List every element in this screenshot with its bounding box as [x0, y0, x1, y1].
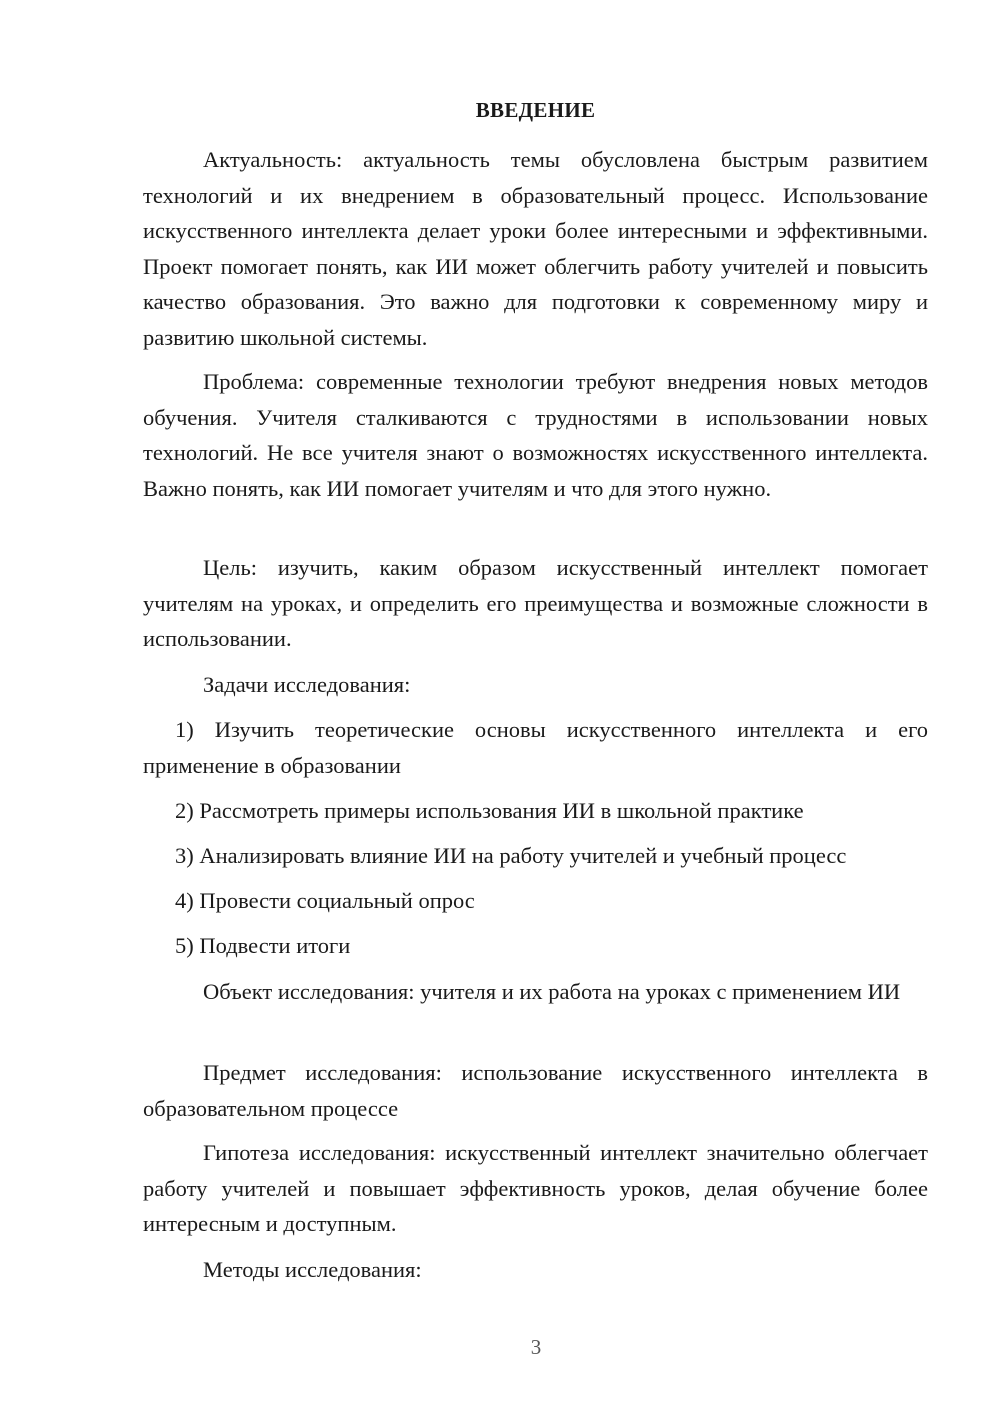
- subject-paragraph: Предмет исследования: использование искусственного интеллекта в образовательном процессе: [143, 1060, 928, 1121]
- object-paragraph: Объект исследования: учителя и их работа на уроках с применением ИИ: [203, 979, 901, 1004]
- task-item-5: 5) Подвести итоги: [175, 933, 351, 958]
- methods-heading: Методы исследования:: [203, 1257, 422, 1282]
- goal-paragraph: Цель: изучить, каким образом искусственный интеллект помогает учителям на уроках, и определить его преимущества и возможные сложности в использовании.: [143, 555, 928, 651]
- relevance-paragraph: Актуальность: актуальность темы обусловлена быстрым развитием технологий и их внедрением в образовательный процесс. Использование искусственного интеллекта делает уроки более интересными и эффективными. Проект помогает понять, как ИИ может облегчить работу учителей и повысить качество образования. Это важно для подготовки к современному миру и развитию школьной системы.: [143, 147, 928, 350]
- problem-paragraph: Проблема: современные технологии требуют внедрения новых методов обучения. Учителя сталкиваются с трудностями в использовании новых технологий. Не все учителя знают о возможностях искусственного интеллекта. Важно понять, как ИИ помогает учителям и что для этого нужно.: [143, 369, 928, 501]
- tasks-heading: Задачи исследования:: [203, 672, 411, 697]
- task-item-2: 2) Рассмотреть примеры использования ИИ в школьной практике: [175, 798, 804, 823]
- task-item-3: 3) Анализировать влияние ИИ на работу учителей и учебный процесс: [175, 843, 847, 868]
- page-title: ВВЕДЕНИЕ: [475, 98, 596, 122]
- hypothesis-paragraph: Гипотеза исследования: искусственный интеллект значительно облегчает работу учителей и повышает эффективность уроков, делая обучение более интересным и доступным.: [143, 1140, 928, 1236]
- page-number: 3: [530, 1335, 542, 1359]
- task-item-1: 1) Изучить теоретические основы искусственного интеллекта и его применение в образовании: [143, 717, 928, 778]
- task-item-4: 4) Провести социальный опрос: [175, 888, 475, 913]
